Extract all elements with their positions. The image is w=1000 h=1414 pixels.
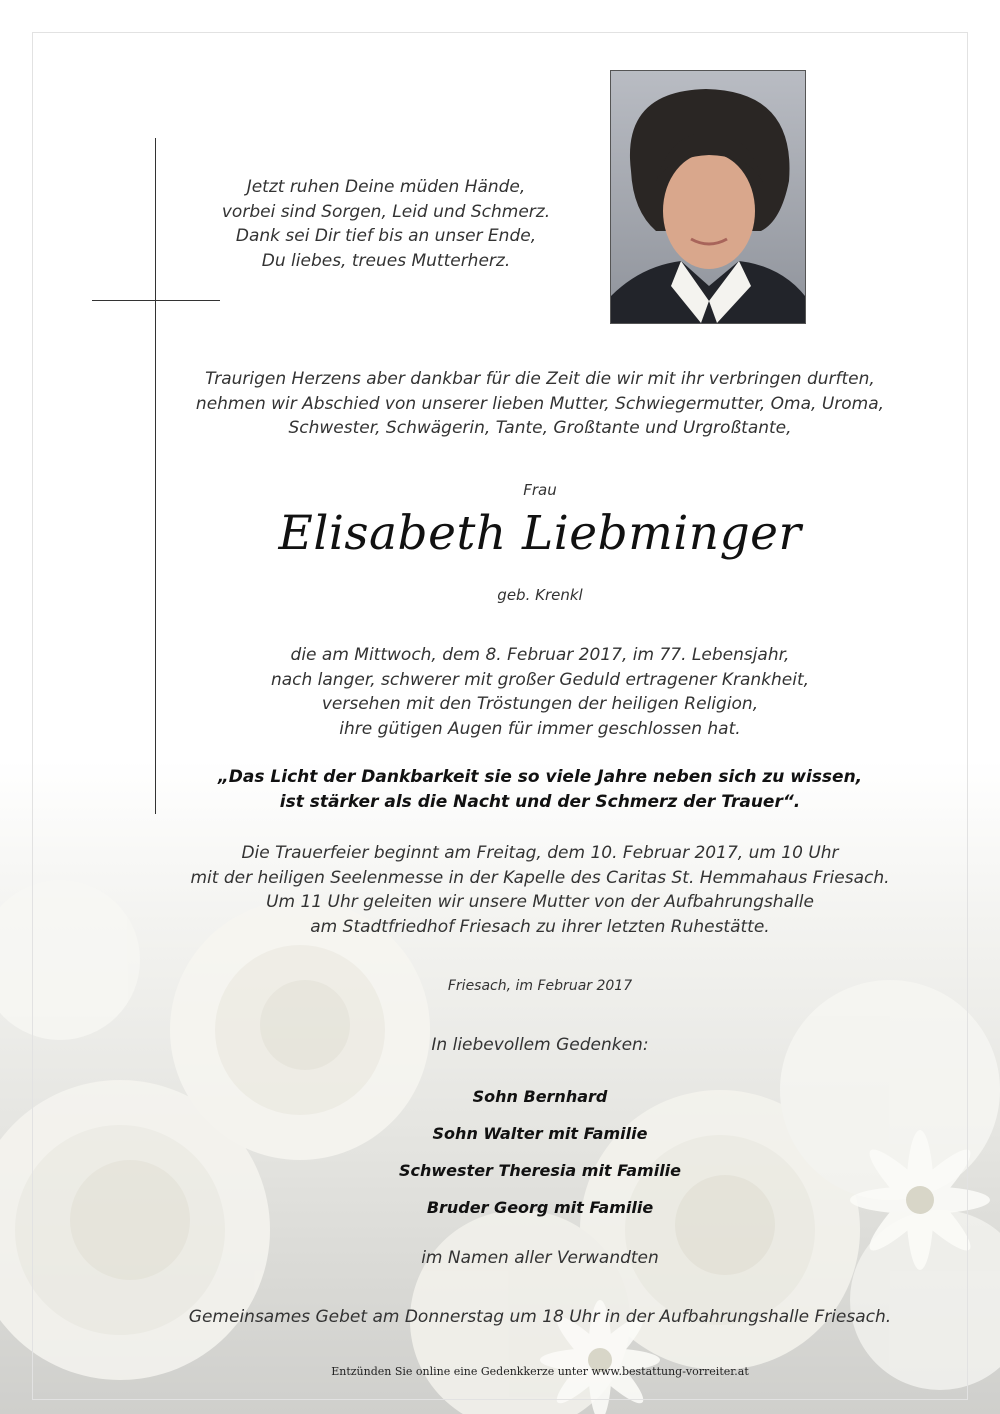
intro-text (90, 367, 990, 441)
place-date: Friesach, im Februar 2017 (447, 978, 633, 994)
birth-name: geb. Krenkl (497, 586, 583, 604)
online-candle-note: Entzünden Sie online eine Gedenkkerze unter www.bestattung-vorreiter.at (331, 1365, 749, 1378)
funeral-details (90, 841, 990, 939)
portrait-photo (610, 70, 806, 324)
quote (90, 765, 990, 814)
relatives-note: im Namen aller Verwandten (421, 1248, 659, 1268)
funeral-line: Die Trauerfeier beginnt am Freitag, dem 10. Februar 2017, um 10 Uhr (241, 843, 839, 863)
quote-line: ist stärker als die Nacht und der Schmerz der Trauer“. (279, 791, 801, 812)
intro-line: Traurigen Herzens aber dankbar für die Zeit die wir mit ihr verbringen durften, (205, 369, 875, 389)
poem-line: vorbei sind Sorgen, Leid und Schmerz. (221, 201, 551, 222)
intro-line: Schwester, Schwägerin, Tante, Großtante und Urgroßtante, (288, 418, 792, 438)
poem (186, 175, 586, 273)
death-notice-line: nach langer, schwerer mit großer Geduld ertragener Krankheit, (270, 669, 810, 690)
funeral-line: am Stadtfriedhof Friesach zu ihrer letzten Ruhestätte. (310, 916, 770, 937)
poem-line: Dank sei Dir tief bis an unser Ende, (235, 226, 537, 246)
funeral-line: mit der heiligen Seelenmesse in der Kapelle des Caritas St. Hemmahaus Friesach. (190, 867, 890, 888)
death-notice-line: die am Mittwoch, dem 8. Februar 2017, im 77. Lebensjahr, (290, 645, 790, 665)
memory-heading: In liebevollem Gedenken: (431, 1035, 649, 1055)
mourner-item: Bruder Georg mit Familie (426, 1198, 654, 1217)
death-notice (90, 643, 990, 741)
death-notice-line: versehen mit den Tröstungen der heiligen Religion, (321, 694, 759, 714)
poem-line: Du liebes, treues Mutterherz. (261, 250, 511, 271)
poem-line: Jetzt ruhen Deine müden Hände, (246, 177, 526, 197)
mourner-item: Sohn Walter mit Familie (432, 1124, 648, 1143)
prayer-note: Gemeinsames Gebet am Donnerstag um 18 Uhr in der Aufbahrungshalle Friesach. (188, 1307, 892, 1327)
funeral-line: Um 11 Uhr geleiten wir unsere Mutter von der Aufbahrungshalle (266, 892, 814, 912)
salutation: Frau (523, 481, 557, 499)
mourner-item: Sohn Bernhard (472, 1087, 608, 1106)
mourner-item: Schwester Theresia mit Familie (398, 1161, 682, 1180)
death-notice-line: ihre gütigen Augen für immer geschlossen hat. (339, 718, 741, 739)
intro-line: nehmen wir Abschied von unserer lieben Mutter, Schwiegermutter, Oma, Uroma, (195, 393, 885, 414)
deceased-name: Elisabeth Liebminger (278, 506, 802, 561)
quote-line: „Das Licht der Dankbarkeit sie so viele Jahre neben sich zu wissen, (217, 767, 863, 787)
